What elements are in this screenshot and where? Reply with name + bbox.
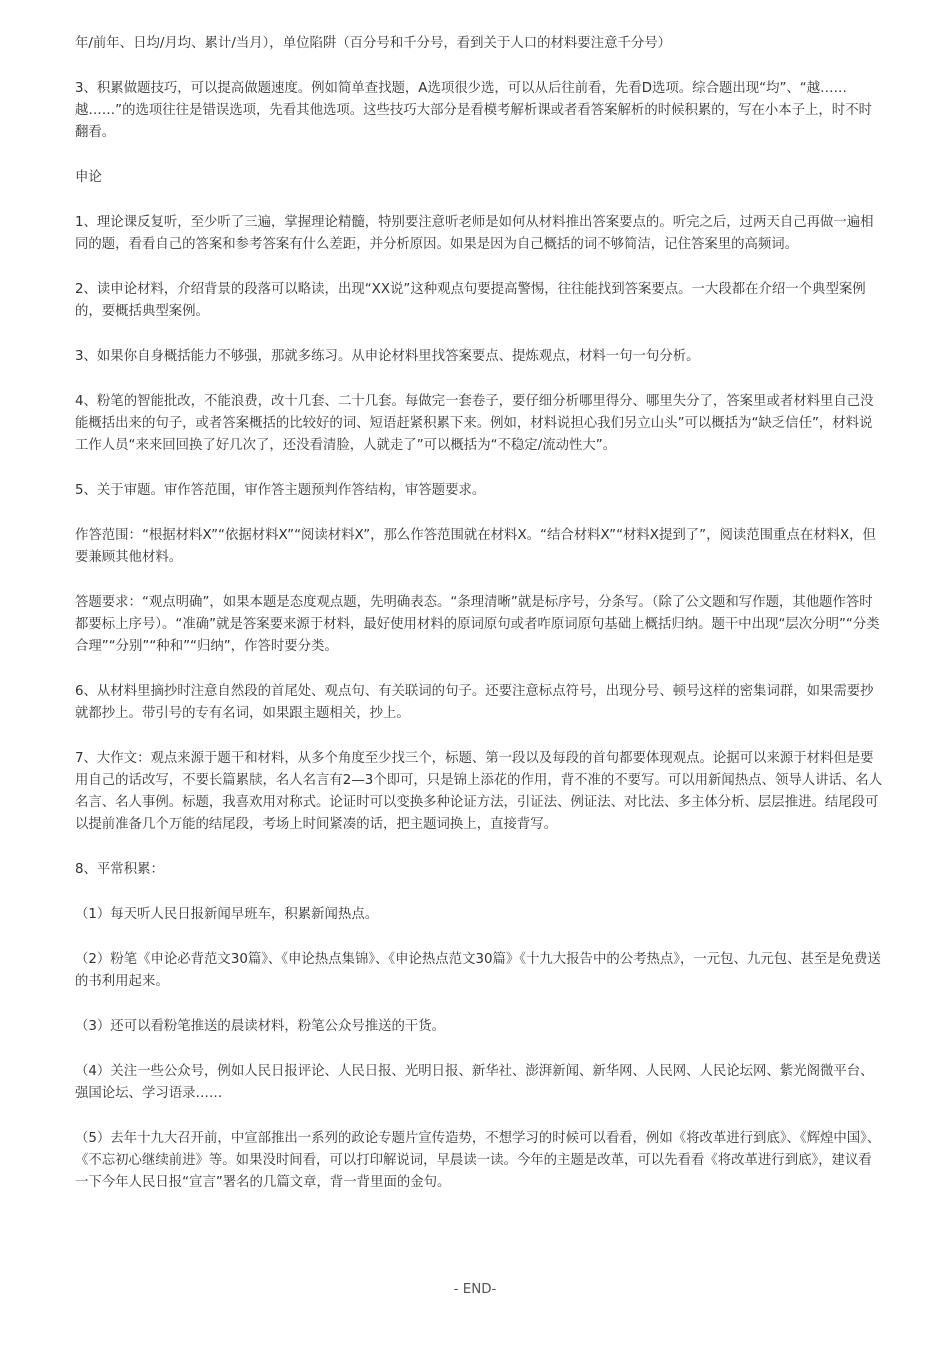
paragraph-shenlun-5: 5、关于审题。审作答范围，审作答主题预判作答结构，审答题要求。 — [75, 483, 486, 498]
paragraph-answer-requirements: 答题要求：“观点明确”，如果本题是态度观点题，先明确表态。“条理清晰”就是标序号，分条写。（除了公文题和写作题，其他题作答时都要标上序号）。“准确”就是答案要来源于材料，最好使用材料的原词原句或者咋原词原句基础上概括归纳。题干中出现“层次分明”“分类合理”“分别”“种和”“归纳”，作答时要分类。 — [75, 595, 880, 654]
list-item-accumulate-5: （5）去年十九大召开前，中宣部推出一系列的政论专题片宣传造势，不想学习的时候可以看看，例如《将改革进行到底》、《辉煌中国》、《不忘初心继续前进》等。如果没时间看，可以打印解说词，早晨读一读。今年的主题是改革，可以先看看《将改革进行到底》，建议看一下今年人民日报“宣言”署名的几篇文章，背一背里面的金句。 — [75, 1131, 881, 1190]
paragraph-tip-3-skills: 3、积累做题技巧，可以提高做题速度。例如简单查找题，A选项很少选，可以从后往前看，先看D选项。综合题出现“均”、“越……越……”的选项往往是错误选项，先看其他选项。这些技巧大部分是看模考解析课或者看答案解析的时候积累的，写在小本子上，时不时翻看。 — [75, 81, 872, 140]
paragraph-shenlun-4: 4、粉笔的智能批改，不能浪费，改十几套、二十几套。每做完一套卷子，要仔细分析哪里得分、哪里失分了，答案里或者材料里自己没能概括出来的句子，或者答案概括的比较好的词、短语赶紧积累下来。例如，材料说担心我们另立山头”可以概括为“缺乏信任”，材料说工作人员“来来回回换了好几次了，还没看清脸，人就走了”可以概括为“不稳定/流动性大”。 — [75, 394, 874, 453]
list-item-accumulate-4: （4）关注一些公众号，例如人民日报评论、人民日报、光明日报、新华社、澎湃新闻、新华网、人民网、人民论坛网、紫光阁微平台、强国论坛、学习语录…… — [75, 1064, 874, 1101]
paragraph-answer-scope: 作答范围：“根据材料X”“依据材料X”“阅读材料X”，那么作答范围就在材料X。“结合材料X”“材料X提到了”，阅读范围重点在材料X，但要兼顾其他材料。 — [75, 528, 876, 565]
paragraph-unit-traps: 年/前年、日均/月均、累计/当月），单位陷阱（百分号和千分号，看到关于人口的材料要注意千分号） — [75, 36, 672, 51]
list-item-accumulate-3: （3）还可以看粉笔推送的晨读材料，粉笔公众号推送的干货。 — [75, 1019, 446, 1034]
paragraph-shenlun-8: 8、平常积累： — [75, 862, 164, 877]
list-item-accumulate-1: （1）每天听人民日报新闻早班车，积累新闻热点。 — [75, 907, 379, 922]
paragraph-shenlun-6: 6、从材料里摘抄时注意自然段的首尾处、观点句、有关联词的句子。还要注意标点符号，出现分号、顿号这样的密集词群，如果需要抄就都抄上。带引号的专有名词，如果跟主题相关，抄上。 — [75, 684, 874, 721]
paragraph-shenlun-7: 7、大作文：观点来源于题干和材料，从多个角度至少找三个，标题、第一段以及每段的首句都要体现观点。论据可以来源于材料但是要用自己的话改写，不要长篇累牍，名人名言有2—3个即可，只是锦上添花的作用，背不准的不要写。可以用新闻热点、领导人讲话、名人名言、名人事例。标题，我喜欢用对称式。论证时可以变换多种论证方法，引证法、例证法、对比法、多主体分析、层层推进。结尾段可以提前准备几个万能的结尾段，考场上时间紧凑的话，把主题词换上，直接背写。 — [75, 751, 883, 832]
section-heading-shenlun: 申论 — [75, 170, 102, 185]
paragraph-shenlun-2: 2、读申论材料，介绍背景的段落可以略读，出现“XX说”这种观点句要提高警惕，往往能找到答案要点。一大段都在介绍一个典型案例的，要概括典型案例。 — [75, 282, 866, 319]
list-item-accumulate-2: （2）粉笔《申论必背范文30篇》、《申论热点集锦》、《申论热点范文30篇》《十九大报告中的公考热点》，一元包、九元包、甚至是免费送的书利用起来。 — [75, 952, 881, 989]
end-marker: - END- — [453, 1282, 497, 1297]
document-body — [75, 33, 885, 1217]
paragraph-shenlun-3: 3、如果你自身概括能力不够强，那就多练习。从申论材料里找答案要点、提炼观点，材料一句一句分析。 — [75, 349, 700, 364]
paragraph-shenlun-1: 1、理论课反复听，至少听了三遍，掌握理论精髓，特别要注意听老师是如何从材料推出答案要点的。听完之后，过两天自己再做一遍相同的题，看看自己的答案和参考答案有什么差距，并分析原因。如果是因为自己概括的词不够简洁，记住答案里的高频词。 — [75, 215, 874, 252]
